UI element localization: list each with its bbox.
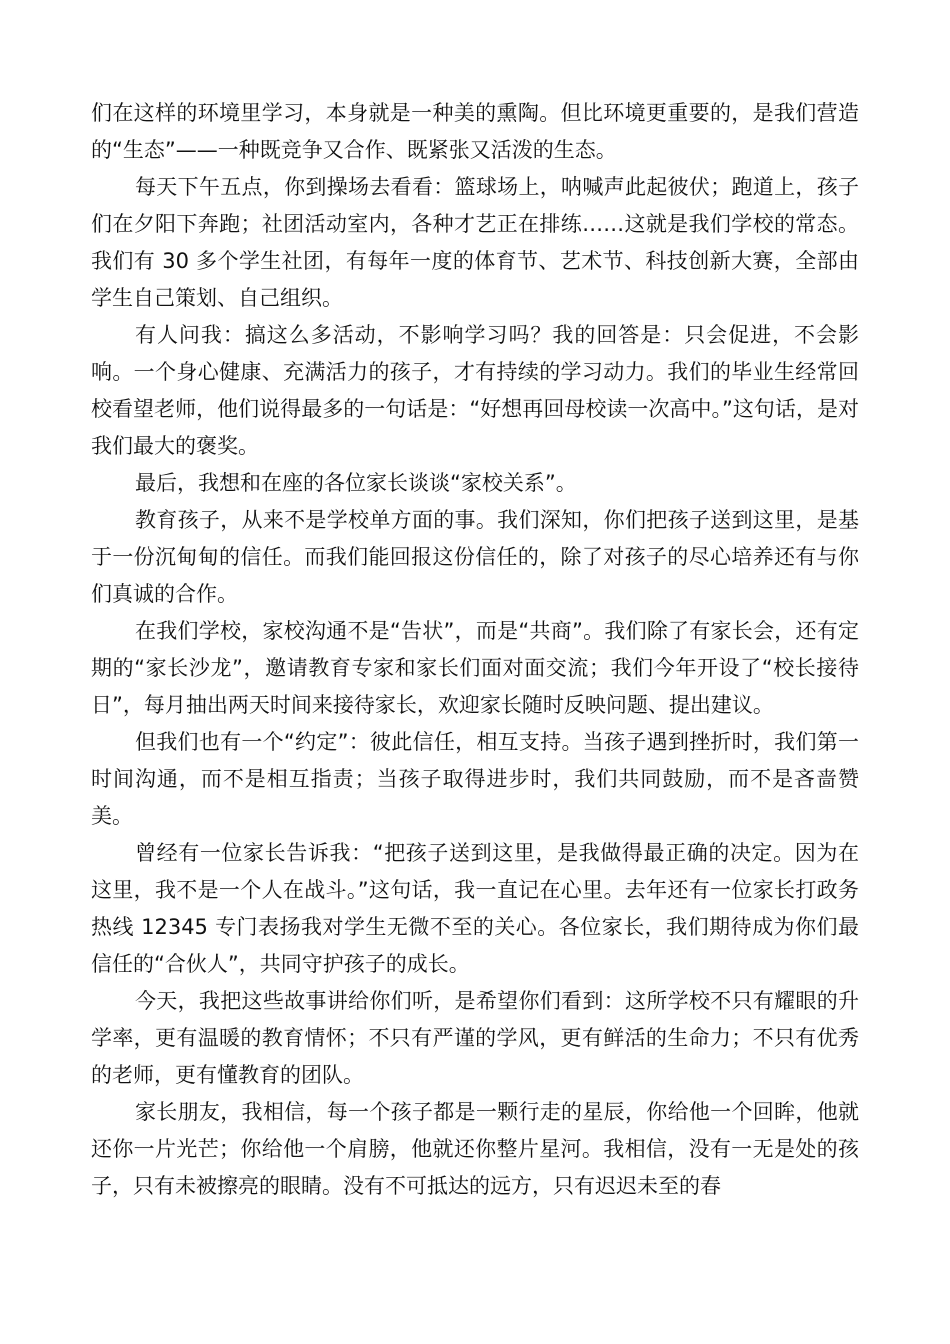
paragraph-closing: 家长朋友，我相信，每一个孩子都是一颗行走的星辰，你给他一个回眸，他就还你一片光芒；你给他一个肩膀，他就还你整片星河。我相信，没有一无是处的孩子，只有未被擦亮的眼睛。没有不可抵达的远方，只有迟迟未至的春	[91, 1100, 859, 1198]
paragraph-environment: 们在这样的环境里学习，本身就是一种美的熏陶。但比环境更重要的，是我们营造的“生态”——一种既竞争又合作、既紧张又活泼的生态。	[91, 101, 859, 162]
paragraph-communication: 在我们学校，家校沟通不是“告状”，而是“共商”。我们除了有家长会，还有定期的“家长沙龙”，邀请教育专家和家长们面对面交流；我们今年开设了“校长接待日”，每月抽出两天时间来接待家长，欢迎家长随时反映问题、提出建议。	[91, 619, 859, 717]
paragraph-summary: 今天，我把这些故事讲给你们听，是希望你们看到：这所学校不只有耀眼的升学率，更有温暖的教育情怀；不只有严谨的学风，更有鲜活的生命力；不只有优秀的老师，更有懂教育的团队。	[91, 989, 859, 1087]
paragraph-daily-activities: 每天下午五点，你到操场去看看：篮球场上，呐喊声此起彼伏；跑道上，孩子们在夕阳下奔跑；社团活动室内，各种才艺正在排练……这就是我们学校的常态。我们有 30 多个学生社团，有每年一度的体育节、艺术节、科技创新大赛，全部由学生自己策划、自己组织。	[91, 175, 859, 310]
paragraph-trust: 教育孩子，从来不是学校单方面的事。我们深知，你们把孩子送到这里，是基于一份沉甸甸的信任。而我们能回报这份信任的，除了对孩子的尽心培养还有与你们真诚的合作。	[91, 508, 859, 606]
document-page	[91, 95, 859, 1205]
paragraph-parent-story: 曾经有一位家长告诉我：“把孩子送到这里，是我做得最正确的决定。因为在这里，我不是一个人在战斗。”这句话，我一直记在心里。去年还有一位家长打政务热线 12345 专门表扬我对学生无微不至的关心。各位家长，我们期待成为你们最信任的“合伙人”，共同守护孩子的成长。	[91, 841, 859, 976]
paragraph-agreement: 但我们也有一个“约定”：彼此信任，相互支持。当孩子遇到挫折时，我们第一时间沟通，而不是相互指责；当孩子取得进步时，我们共同鼓励，而不是吝啬赞美。	[91, 730, 859, 828]
paragraph-home-school-intro: 最后，我想和在座的各位家长谈谈“家校关系”。	[135, 471, 577, 495]
paragraph-activities-question: 有人问我：搞这么多活动，不影响学习吗？我的回答是：只会促进，不会影响。一个身心健康、充满活力的孩子，才有持续的学习动力。我们的毕业生经常回校看望老师，他们说得最多的一句话是：“好想再回母校读一次高中。”这句话，是对我们最大的褒奖。	[91, 323, 859, 458]
